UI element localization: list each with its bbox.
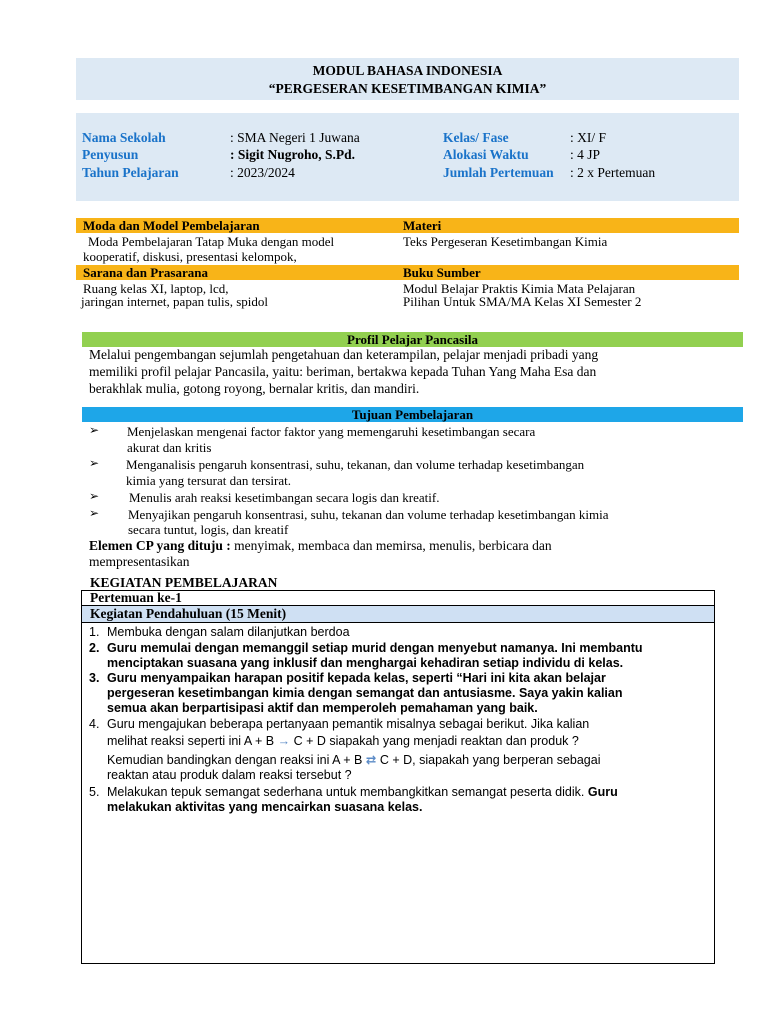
tujuan-item-3-line-1: Menulis arah reaksi kesetimbangan secara logis dan kreatif. [129,490,440,505]
author-label: Penyusun [82,147,139,162]
bullet-icon: ➢ [89,489,100,503]
elemen-cp [89,538,552,554]
tujuan-item-2-line-2: kimia yang tersurat dan tersirat. [126,473,291,488]
right-arrow-icon: → [277,734,291,748]
elemen-text: menyimak, membaca dan memirsa, menulis, berbicara dan [230,538,552,553]
year-value: : 2023/2024 [230,165,295,180]
list-item-3-cont-2: semua akan berpartisipasi aktif dan memperoleh pemahaman yang baik. [107,701,538,715]
list-text-bold: Guru [584,785,618,799]
profil-line-2: memiliki profil pelajar Pancasila, yaitu: beriman, bertakwa kepada Tuhan Yang Maha Esa dan [89,364,597,379]
author-value: : Sigit Nugroho, S.Pd. [230,147,356,162]
tujuan-item-4-line-1: Menyajikan pengaruh konsentrasi, suhu, tekanan dan volume terhadap kesetimbangan kimia [128,507,609,522]
meetings-label: Jumlah Pertemuan [443,165,554,180]
tujuan-item-2-line-1: Menganalisis pengaruh konsentrasi, suhu, tekanan, dan volume terhadap kesetimbangan [126,457,585,472]
list-number: 4. [89,717,100,731]
list-item-3 [89,671,606,686]
equilibrium-arrow-icon: ⇄ [365,753,377,767]
school-value: : SMA Negeri 1 Juwana [230,130,360,145]
sarana-line-2: jaringan internet, papan tulis, spidol [81,294,269,309]
list-number: 2. [89,641,100,655]
pertemuan-label: Pertemuan ke-1 [90,590,182,605]
list-item-4-cont-1 [107,734,579,749]
time-value: : 4 JP [570,147,601,162]
title-banner [76,58,739,100]
list-text: Membuka dengan salam dilanjutkan berdoa [107,625,350,639]
time-label: Alokasi Waktu [443,147,529,162]
list-text: Melakukan tepuk semangat sederhana untuk membangkitkan semangat peserta didik. [107,785,585,799]
list-text: Guru memulai dengan memanggil setiap murid dengan menyebut namanya. Ini membantu [107,641,643,655]
reaction-text: melihat reaksi seperti ini A + B [107,734,275,748]
bullet-icon: ➢ [89,506,100,520]
list-item-5 [89,785,618,800]
list-item-4-cont-3: reaktan atau produk dalam reaksi tersebut ? [107,768,352,782]
list-number: 5. [89,785,100,799]
title-line-2: “PERGESERAN KESETIMBANGAN KIMIA” [268,81,547,96]
materi-text: Teks Pergeseran Kesetimbangan Kimia [403,234,608,249]
sarana-heading: Sarana dan Prasarana [83,265,208,280]
class-value: : XI/ F [570,130,607,145]
elemen-text-2: mempresentasikan [89,554,190,569]
list-item-5-cont: melakukan aktivitas yang mencairkan suasana kelas. [107,800,423,814]
moda-line-1: Moda Pembelajaran Tatap Muka dengan model [88,234,335,249]
tujuan-heading: Tujuan Pembelajaran [82,407,743,422]
sarana-line-1: Ruang kelas XI, laptop, lcd, [83,281,229,296]
buku-line-1: Modul Belajar Praktis Kimia Mata Pelajaran [403,281,636,296]
reaction-text: Kemudian bandingkan dengan reaksi ini A + B [107,753,363,767]
bullet-icon: ➢ [89,456,100,470]
tujuan-item-4-line-2: secara tuntut, logis, dan kreatif [128,522,289,537]
list-item-2 [89,641,643,656]
tujuan-item-1-line-2: akurat dan kritis [127,440,212,455]
list-text: Guru menyampaikan harapan positif kepada kelas, seperti “Hari ini kita akan belajar [107,671,606,685]
list-number: 1. [89,625,100,639]
buku-line-2: Pilihan Untuk SMA/MA Kelas XI Semester 2 [403,294,642,309]
list-text: Guru mengajukan beberapa pertanyaan pemantik misalnya sebagai berikut. Jika kalian [107,717,590,731]
buku-heading: Buku Sumber [403,265,481,280]
year-label: Tahun Pelajaran [82,165,179,180]
profil-heading: Profil Pelajar Pancasila [82,332,743,347]
reaction-text: C + D siapakah yang menjadi reaktan dan produk ? [290,734,579,748]
moda-heading: Moda dan Model Pembelajaran [83,218,260,233]
meetings-value: : 2 x Pertemuan [570,165,656,180]
list-item-3-cont-1: pergeseran kesetimbangan kimia dengan semangat dan antusiasme. Saya yakin kalian [107,686,623,700]
reaction-text: C + D, siapakah yang berperan sebagai [376,753,601,767]
list-number: 3. [89,671,100,685]
moda-line-2: kooperatif, diskusi, presentasi kelompok, [83,249,297,264]
profil-line-1: Melalui pengembangan sejumlah pengetahuan dan keterampilan, pelajar menjadi pribadi yang [89,347,599,362]
bullet-icon: ➢ [89,423,100,437]
school-label: Nama Sekolah [82,130,166,145]
list-item-4-cont-2 [107,753,600,768]
info-panel [76,113,739,201]
list-item-1 [89,625,350,640]
tujuan-item-1-line-1: Menjelaskan mengenai factor faktor yang memengaruhi kesetimbangan secara [127,424,536,439]
elemen-label: Elemen CP yang dituju : [89,538,231,553]
kegiatan-heading: KEGIATAN PEMBELAJARAN [90,575,278,590]
profil-line-3: berakhlak mulia, gotong royong, bernalar kritis, dan mandiri. [89,381,420,396]
materi-heading: Materi [403,218,442,233]
pendahuluan-label: Kegiatan Pendahuluan (15 Menit) [90,606,287,621]
list-item-2-cont: menciptakan suasana yang inklusif dan menghargai kehadiran setiap individu di kelas. [107,656,624,670]
list-item-4 [89,717,589,732]
class-label: Kelas/ Fase [443,130,509,145]
title-line-1: MODUL BAHASA INDONESIA [312,63,503,78]
